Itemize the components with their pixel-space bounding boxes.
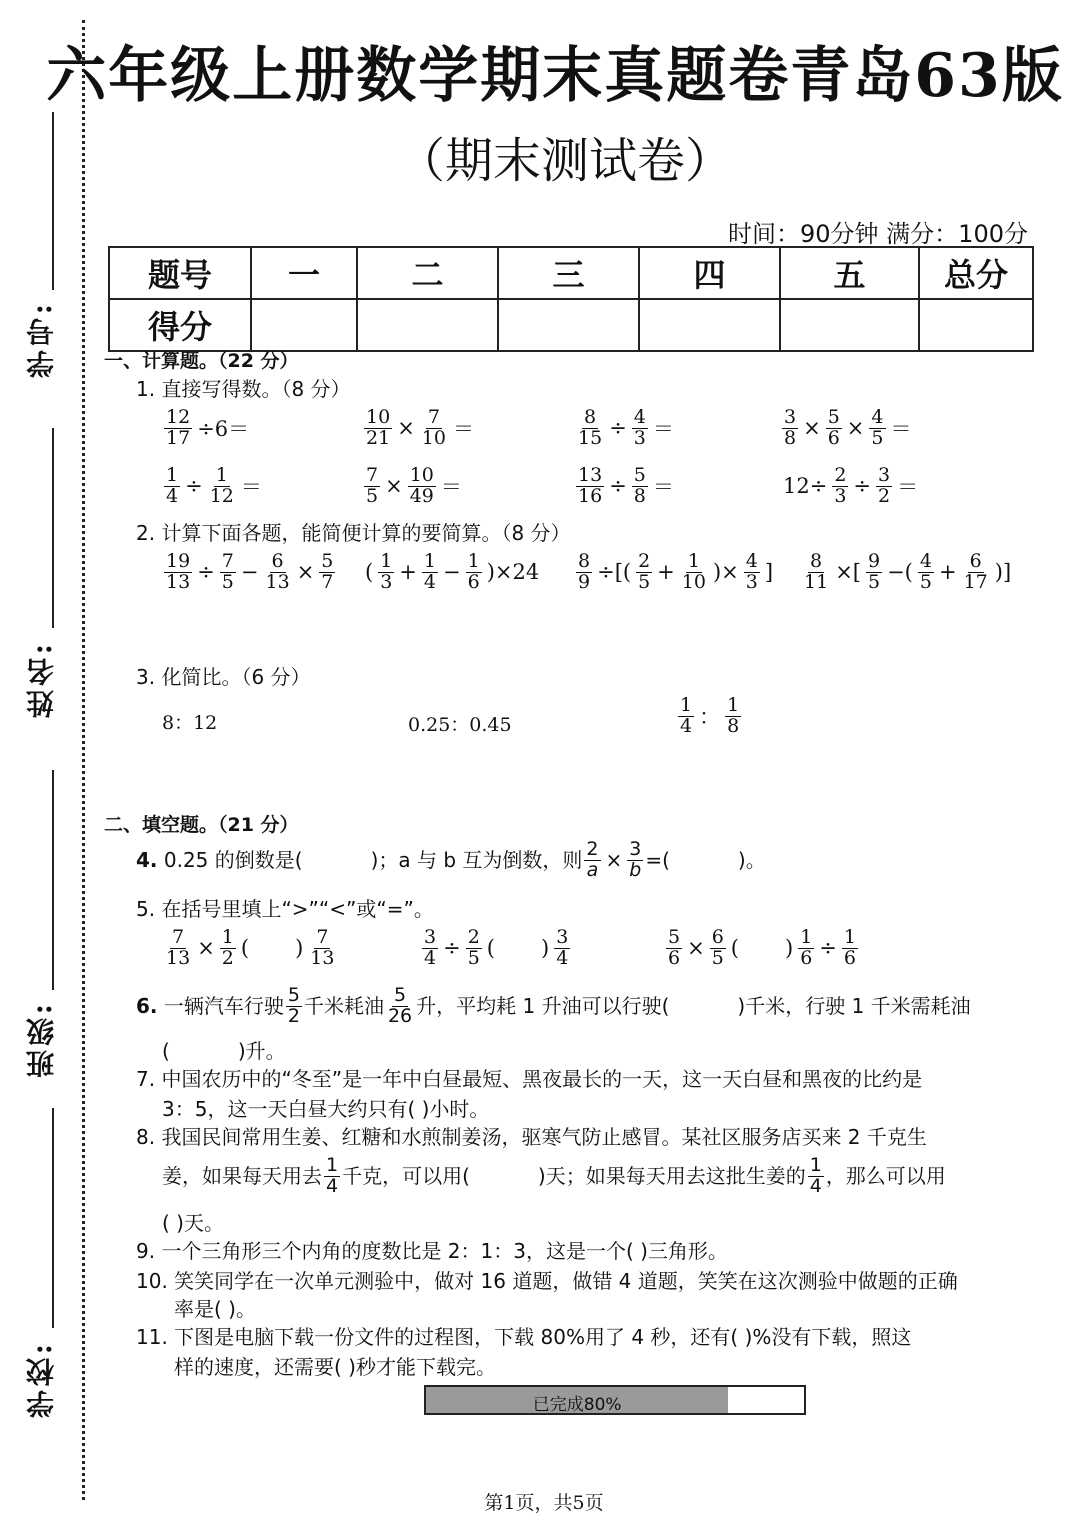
- score-header-cell: 一: [251, 247, 357, 299]
- score-cell[interactable]: [919, 299, 1033, 351]
- question-5: 5. 在括号里填上“>”“<”或“=”。: [136, 897, 434, 921]
- class-line: [52, 770, 54, 990]
- q2-expr-1: $\frac{19}{13}$ ÷ $\frac{7}{5}$ − $\frac{6}{13}$ × $\frac{5}{7}$: [166, 550, 334, 593]
- q6-text-b: 千米耗油: [303, 994, 384, 1019]
- question-9: 9. 一个三角形三个内角的度数比是 2：1：3，这是一个( )三角形。: [136, 1239, 728, 1263]
- score-row-label: 得分: [109, 299, 251, 351]
- score-cell[interactable]: [251, 299, 357, 351]
- q2-expr-3: $\frac{8}{9}$ ÷[( 2 5 + $\frac{1}{10}$ )× $\frac{4}{3}$ ]: [578, 550, 774, 593]
- q10-line-1: 10. 笑笑同学在一次单元测验中，做对 16 道题，做错 4 道题，笑笑在这次测验中做题的正确: [136, 1269, 958, 1293]
- q1-expr-6: $\frac{7}{5}$ × $\frac{10}{49}$ ＝: [366, 464, 462, 507]
- section-1-title: 一、计算题。（22 分）: [104, 350, 299, 372]
- q6-text-d: )千米，行驶 1 千米需耗油: [737, 994, 971, 1019]
- score-table-header-row: [109, 247, 1033, 299]
- q6-number: 6.: [136, 994, 158, 1019]
- q7-line-2: 3：5，这一天白昼大约只有( )小时。: [162, 1097, 490, 1121]
- ratio-3: 1 4 ： 1 8: [680, 694, 740, 737]
- binding-dashed-line: [82, 20, 85, 1500]
- score-header-cell: 总分: [919, 247, 1033, 299]
- q1-expr-2: $\frac{10}{21}$ × $\frac{7}{10}$ ＝: [366, 406, 474, 449]
- q11-line-2: 样的速度，还需要( )秒才能下载完。: [174, 1355, 496, 1379]
- q1-expr-4: $\frac{3}{8}$ × $\frac{5}{6}$ × $\frac{4}{5}$ ＝: [784, 406, 912, 449]
- q4-text-c: =(: [645, 848, 670, 873]
- q8-line-2: 姜，如果每天用去 1 4 千克，可以用( )天；如果每天用去这批生姜的 1 4 ，那么可以用: [162, 1154, 946, 1197]
- q4-text-a: 0.25 的倒数是(: [163, 848, 303, 873]
- q1-expr-5: $\frac{1}{4}$ ÷ $\frac{1}{12}$ ＝: [166, 464, 262, 507]
- q6-line-2: [162, 1036, 286, 1066]
- question-3: 3. 化简比。（6 分）: [136, 665, 311, 689]
- q6-text-e: (: [162, 1039, 170, 1063]
- score-table-score-row: [109, 299, 1033, 351]
- q6-text-a: 一辆汽车行驶: [163, 994, 284, 1019]
- q1-expr-3: $\frac{8}{15}$ ÷ $\frac{4}{3}$ ＝: [578, 406, 674, 449]
- name-label: 姓名:: [25, 640, 58, 719]
- q6-text-f: )升。: [237, 1039, 286, 1063]
- q4-text-d: )。: [737, 848, 766, 873]
- q10-line-2: 率是( )。: [174, 1297, 256, 1321]
- page-title: 六年级上册数学期末真题卷青岛63版: [46, 41, 1064, 111]
- download-progress-bar: [424, 1385, 806, 1415]
- q8-text-b: 千克，可以用(: [342, 1164, 470, 1189]
- q8-text-a: 姜，如果每天用去: [162, 1164, 322, 1189]
- q6-text-c: 升，平均耗 1 升油可以行驶(: [416, 994, 670, 1019]
- q5-compare-1: $\frac{7}{13}$ × $\frac{1}{2}$ ( ) 7 13: [166, 926, 335, 969]
- score-table: [108, 246, 1034, 352]
- progress-label: 已完成80%: [532, 1395, 622, 1415]
- q8-text-d: ，那么可以用: [825, 1164, 946, 1189]
- score-header-cell: 三: [498, 247, 639, 299]
- score-cell[interactable]: [780, 299, 919, 351]
- question-4: 4. 0.25 的倒数是( )；a 与 b 互为倒数，则 $\frac{2}{a}$ × $\frac{3}{b}$ =( )。: [136, 838, 766, 881]
- page-subtitle: （期末测试卷）: [396, 133, 733, 189]
- question-1: 1. 直接写得数。（8 分）: [136, 377, 351, 401]
- ratio-1: 8：12: [162, 712, 218, 734]
- score-header-cell: 五: [780, 247, 919, 299]
- question-2: 2. 计算下面各题，能简便计算的要简算。（8 分）: [136, 521, 571, 545]
- q8-line-1: 8. 我国民间常用生姜、红糖和水煎制姜汤，驱寒气防止感冒。某社区服务店买来 2 千克生: [136, 1125, 927, 1149]
- section-2-title: 二、填空题。（21 分）: [104, 814, 299, 836]
- q8-text-c: )天；如果每天用去这批生姜的: [537, 1164, 806, 1189]
- q4-number: 4.: [136, 848, 158, 873]
- q1-expr-8: 12÷ $\frac{2}{3}$ ÷ $\frac{3}{2}$ ＝: [783, 464, 919, 507]
- q1-expr-7: $\frac{13}{16}$ ÷ $\frac{5}{8}$ ＝: [578, 464, 674, 507]
- q5-compare-2: $\frac{3}{4}$ ÷ $\frac{2}{5}$ ( ) 3 4: [424, 926, 569, 969]
- q2-expr-2: ( 1 3 + $\frac{1}{4}$ − $\frac{1}{6}$ )×24: [365, 550, 540, 593]
- school-label: 学校:: [25, 1340, 58, 1419]
- q8-line-3: ( )天。: [162, 1211, 224, 1235]
- q5-compare-3: $\frac{5}{6}$ × $\frac{6}{5}$ ( ) $\frac{1}{6}$ ÷ $\frac{1}{6}$: [668, 926, 856, 969]
- q1-expr-1: $\frac{12}{17}$ ÷6＝: [166, 406, 250, 449]
- time-info: 时间：90分钟 满分：100分: [728, 220, 1028, 248]
- name-line: [52, 428, 54, 628]
- q2-expr-4: $\frac{8}{11}$ ×[ 9 5 −( 4 5 + $\frac{6}{17}$ )]: [804, 550, 1012, 593]
- student-id-label: 学号:: [25, 300, 58, 379]
- class-label: 班级:: [25, 1000, 58, 1079]
- q7-line-1: 7. 中国农历中的“冬至”是一年中白昼最短、黑夜最长的一天，这一天白昼和黑夜的比约是: [136, 1067, 923, 1091]
- score-cell[interactable]: [498, 299, 639, 351]
- score-header-cell: 二: [357, 247, 498, 299]
- q4-text-b: )；a 与 b 互为倒数，则: [370, 848, 583, 873]
- question-6: 6. 一辆汽车行驶 5 2 千米耗油 5 26 升，平均耗 1 升油可以行驶( )千米，行驶 1 千米需耗油: [136, 984, 971, 1027]
- score-header-cell: 四: [639, 247, 780, 299]
- score-cell[interactable]: [639, 299, 780, 351]
- q11-line-1: 11. 下图是电脑下载一份文件的过程图，下载 80%用了 4 秒，还有( )%没有下载，照这: [136, 1325, 912, 1349]
- page-footer: 第1页，共5页: [484, 1492, 604, 1514]
- score-cell[interactable]: [357, 299, 498, 351]
- school-line: [52, 1108, 54, 1328]
- ratio-2: 0.25：0.45: [408, 714, 512, 736]
- score-header-cell: 题号: [109, 247, 251, 299]
